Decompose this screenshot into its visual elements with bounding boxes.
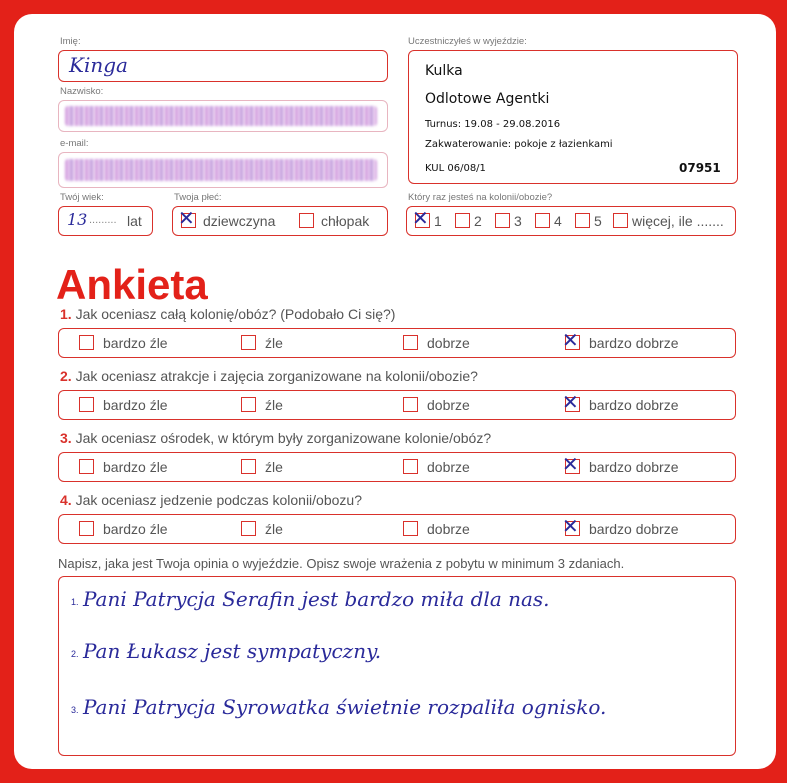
question-4-text [60, 492, 362, 508]
opinion-num-1: 1. [71, 597, 79, 607]
question-3-text [60, 430, 491, 446]
accommodation-text: Zakwaterowanie: pokoje z łazienkami [425, 139, 613, 150]
question-2-text [60, 368, 478, 384]
rating-option-label: dobrze [427, 521, 470, 537]
question-label: Jak oceniasz całą kolonię/obóz? (Podobało Ci się?) [75, 306, 396, 322]
page-title: Ankieta [56, 261, 208, 308]
question-label: Jak oceniasz jedzenie podczas kolonii/obozu? [75, 492, 362, 508]
rating-checkbox[interactable] [562, 390, 580, 414]
rating-checkbox[interactable] [562, 328, 580, 352]
check-mark-icon: ✕ [562, 328, 579, 352]
rating-checkbox[interactable] [79, 459, 94, 474]
opinion-num-2: 2. [71, 649, 79, 659]
surname-field[interactable] [58, 100, 388, 132]
rating-option-label: bardzo dobrze [589, 521, 679, 537]
times-checkbox-3[interactable] [495, 213, 510, 228]
question-1-text [60, 306, 395, 322]
gender-option-female: dziewczyna [203, 213, 276, 229]
gender-label: Twoja płeć: [174, 192, 222, 203]
email-label: e-mail: [60, 138, 89, 149]
opinion-line-1: Pani Patrycja Serafin jest bardzo miła dla nas. [83, 587, 550, 611]
age-value: 13 [67, 210, 88, 229]
rating-checkbox[interactable] [403, 397, 418, 412]
question-2-options [58, 390, 736, 420]
rating-option-label: źle [265, 459, 283, 475]
times-field [406, 206, 736, 236]
rating-option-label: bardzo źle [103, 459, 168, 475]
rating-option-label: bardzo źle [103, 397, 168, 413]
rating-option-label: bardzo dobrze [589, 397, 679, 413]
participant-box [408, 50, 738, 184]
redacted-email [65, 159, 377, 181]
age-label: Twój wiek: [60, 192, 104, 203]
question-1-options [58, 328, 736, 358]
rating-checkbox[interactable] [79, 521, 94, 536]
participant-line2: Odlotowe Agentki [425, 91, 550, 107]
rating-option-label: źle [265, 335, 283, 351]
times-checkbox-1[interactable] [412, 206, 430, 230]
gender-checkbox-female[interactable] [178, 206, 196, 230]
opinion-field[interactable] [58, 576, 736, 756]
opinion-line-2: Pan Łukasz jest sympatyczny. [83, 639, 382, 663]
rating-option-label: bardzo dobrze [589, 335, 679, 351]
rating-checkbox[interactable] [403, 335, 418, 350]
times-checkbox-2[interactable] [455, 213, 470, 228]
rating-option-label: dobrze [427, 397, 470, 413]
surname-label: Nazwisko: [60, 86, 104, 97]
times-checkbox-4[interactable] [535, 213, 550, 228]
check-mark-icon: ✕ [562, 514, 579, 538]
participant-line1: Kulka [425, 63, 463, 79]
rating-option-label: bardzo źle [103, 335, 168, 351]
rating-checkbox[interactable] [241, 397, 256, 412]
rating-checkbox[interactable] [241, 335, 256, 350]
question-3-options [58, 452, 736, 482]
question-label: Jak oceniasz ośrodek, w którym były zorganizowane kolonie/obóz? [75, 430, 492, 446]
rating-option-label: dobrze [427, 459, 470, 475]
rating-checkbox[interactable] [241, 459, 256, 474]
name-field[interactable] [58, 50, 388, 82]
question-label: Jak oceniasz atrakcje i zajęcia zorganizowane na kolonii/obozie? [75, 368, 478, 384]
rating-option-label: źle [265, 521, 283, 537]
times-option-4: 4 [554, 213, 562, 229]
question-number: 1. [60, 306, 72, 322]
rating-checkbox[interactable] [562, 514, 580, 538]
times-option-3: 3 [514, 213, 522, 229]
rating-option-label: źle [265, 397, 283, 413]
question-number: 4. [60, 492, 72, 508]
gender-field [172, 206, 388, 236]
gender-option-male: chłopak [321, 213, 370, 229]
age-unit: lat [127, 213, 142, 229]
rating-checkbox[interactable] [241, 521, 256, 536]
rating-checkbox[interactable] [403, 521, 418, 536]
rating-checkbox[interactable] [79, 335, 94, 350]
rating-option-label: dobrze [427, 335, 470, 351]
turnus-text: Turnus: 19.08 - 29.08.2016 [425, 119, 561, 130]
times-option-1: 1 [434, 213, 442, 229]
opinion-num-3: 3. [71, 705, 79, 715]
times-checkbox-more[interactable] [613, 213, 628, 228]
times-option-more: więcej, ile ....... [632, 213, 724, 229]
times-label: Który raz jesteś na kolonii/obozie? [408, 192, 553, 203]
name-label: Imię: [60, 36, 81, 47]
rating-option-label: bardzo źle [103, 521, 168, 537]
code-text: KUL 06/08/1 [425, 163, 486, 174]
check-mark-icon: ✕ [412, 206, 429, 230]
rating-checkbox[interactable] [79, 397, 94, 412]
question-number: 2. [60, 368, 72, 384]
question-number: 3. [60, 430, 72, 446]
rating-checkbox[interactable] [403, 459, 418, 474]
age-dots: ......... [89, 214, 117, 226]
rating-option-label: bardzo dobrze [589, 459, 679, 475]
gender-checkbox-male[interactable] [299, 213, 314, 228]
opinion-line-3: Pani Patrycja Syrowatka świetnie rozpaliła ognisko. [83, 695, 607, 719]
rating-checkbox[interactable] [562, 452, 580, 476]
check-mark-icon: ✕ [562, 390, 579, 414]
name-value: Kinga [69, 53, 128, 77]
question-4-options [58, 514, 736, 544]
opinion-prompt: Napisz, jaka jest Twoja opinia o wyjeździe. Opisz swoje wrażenia z pobytu w minimum 3 zdaniach. [58, 556, 625, 571]
number-text: 07951 [679, 161, 721, 175]
redacted-surname [65, 106, 377, 126]
email-field[interactable] [58, 152, 388, 188]
participant-label: Uczestniczyłeś w wyjeździe: [408, 36, 527, 47]
times-option-2: 2 [474, 213, 482, 229]
age-field[interactable] [58, 206, 153, 236]
check-mark-icon: ✕ [178, 206, 195, 230]
check-mark-icon: ✕ [562, 452, 579, 476]
survey-sheet [14, 14, 776, 769]
times-checkbox-5[interactable] [575, 213, 590, 228]
times-option-5: 5 [594, 213, 602, 229]
